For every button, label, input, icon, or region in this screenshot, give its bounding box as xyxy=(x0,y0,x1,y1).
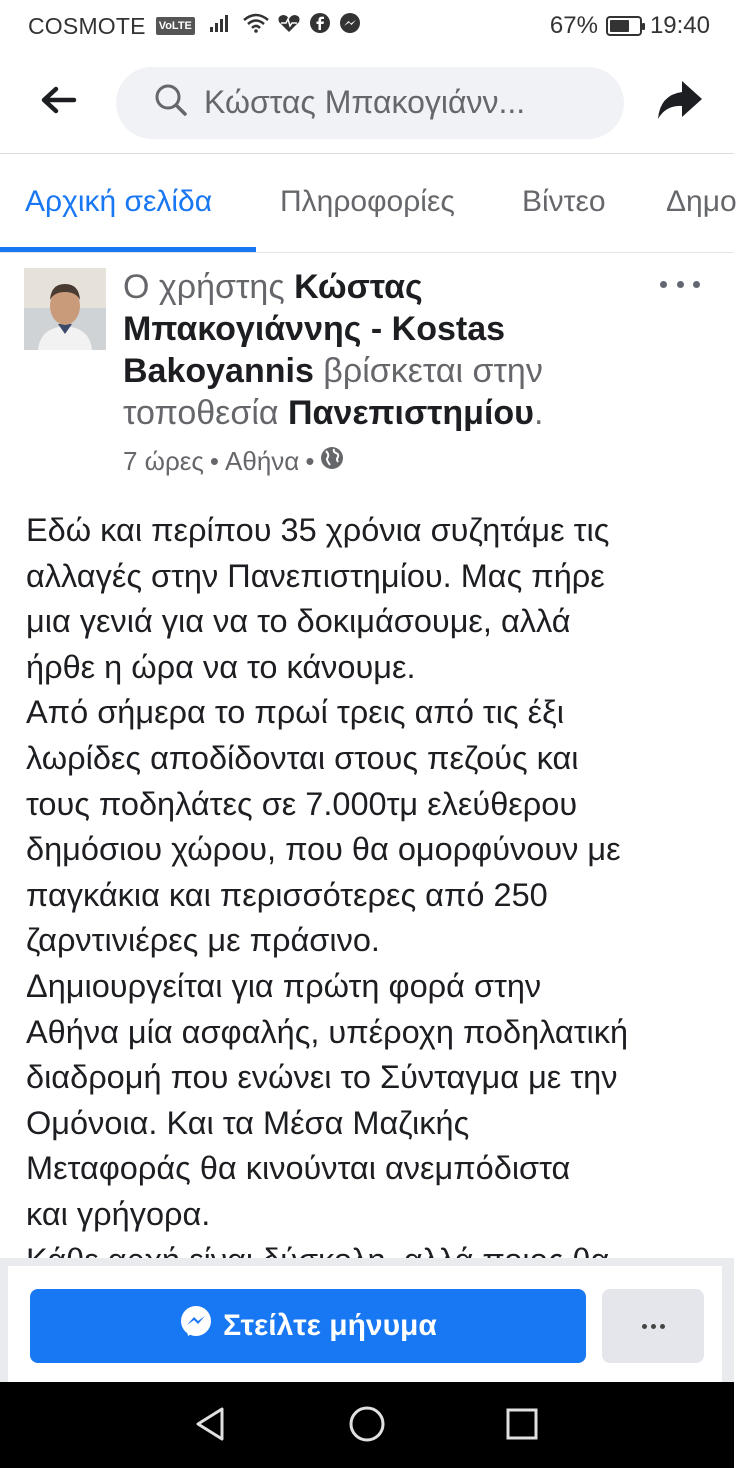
share-icon xyxy=(656,79,704,126)
more-actions-button[interactable] xyxy=(602,1289,704,1363)
meta-separator: • xyxy=(305,446,315,476)
nav-recents-button[interactable] xyxy=(500,1404,544,1448)
more-icon-dot xyxy=(660,1324,665,1329)
search-input[interactable] xyxy=(116,67,624,139)
battery-percent: 67% xyxy=(549,12,598,39)
tab-videos[interactable]: Βίντεο xyxy=(522,185,606,218)
header-suffix: . xyxy=(533,394,544,432)
action-bar-inner xyxy=(8,1266,722,1382)
page-tabs xyxy=(0,155,737,253)
battery-level xyxy=(610,20,629,32)
search-query: Κώστας Μπακογιάνν... xyxy=(204,84,526,120)
post-body: Εδώ και περίπου 35 χρόνια συζητάμε τις αλλαγές στην Πανεπιστημίου. Μας πήρε μια γενιά για να το δοκιμάσουμε, αλλά ήρθε η ώρα να το κάνουμε. Από σήμερα το πρωί τρεις από τις έξι λωρίδες αποδίδονται στους πεζούς και τους ποδηλάτες σε 7.000τμ ελεύθερου δημόσιου χώρου, που θα ομορφύνουν με παγκάκια και περισσότερες από 250 ζαρντινιέρες με πράσινο. Δημιουργείται για πρώτη φορά στην Αθήνα μία ασφαλής, υπέροχη ποδηλατική διαδρομή που ενώνει το Σύνταγμα με την Ομόνοια. Και τα Μέσα Μαζικής Μεταφοράς θα κινούνται ανεμπόδιστα και γρήγορα. xyxy=(26,512,629,1232)
location-name[interactable]: Πανεπιστημίου xyxy=(287,394,534,432)
clock: 19:40 xyxy=(649,12,710,39)
send-message-button[interactable] xyxy=(30,1289,586,1363)
post-header xyxy=(123,266,643,434)
profile-photo xyxy=(24,268,106,350)
author-name[interactable]: Κώστας Μπακογιάννης - Kostas Bakoyannis xyxy=(123,268,506,390)
battery-icon xyxy=(606,16,642,36)
volte-badge: VoLTE xyxy=(156,17,195,35)
nav-back-button[interactable] xyxy=(188,1404,232,1448)
top-header xyxy=(0,52,734,154)
tab-community[interactable]: Δημο xyxy=(666,185,737,218)
nav-back-icon xyxy=(194,1406,226,1447)
more-icon-dot xyxy=(660,281,667,288)
action-bar xyxy=(0,1258,734,1382)
post-meta xyxy=(123,446,344,477)
post-more-button[interactable] xyxy=(660,270,700,298)
wifi-icon xyxy=(243,12,269,40)
back-button[interactable] xyxy=(36,81,80,125)
more-icon-dot xyxy=(642,1324,647,1329)
more-icon-dot xyxy=(693,281,700,288)
header-middle: βρίσκεται στην τοποθεσία xyxy=(123,352,543,432)
share-button[interactable] xyxy=(654,77,706,129)
avatar[interactable] xyxy=(24,268,106,350)
nav-home-icon xyxy=(348,1405,386,1448)
carrier-name: COSMOTE xyxy=(28,12,146,39)
meta-separator: • xyxy=(209,446,220,476)
header-prefix: Ο χρήστης xyxy=(123,268,295,306)
active-tab-indicator xyxy=(0,247,256,252)
search-icon xyxy=(154,83,188,122)
facebook-icon xyxy=(309,12,331,41)
tab-home[interactable]: Αρχική σελίδα xyxy=(25,185,213,218)
more-icon-dot xyxy=(677,281,684,288)
nav-home-button[interactable] xyxy=(345,1404,389,1448)
nav-recents-icon xyxy=(505,1407,539,1446)
system-nav-bar xyxy=(0,1382,734,1468)
post-time[interactable]: 7 ώρες xyxy=(123,446,204,476)
messenger-status-icon xyxy=(339,12,361,41)
more-icon-dot xyxy=(651,1324,656,1329)
globe-icon xyxy=(320,446,344,477)
post-place: Αθήνα xyxy=(225,446,300,476)
back-arrow-icon xyxy=(40,85,76,120)
send-message-label: Στείλτε μήνυμα xyxy=(223,1309,437,1342)
tab-about[interactable]: Πληροφορίες xyxy=(280,185,455,218)
signal-icon xyxy=(209,12,235,40)
messenger-icon xyxy=(179,1305,213,1347)
status-bar xyxy=(0,0,734,52)
health-icon xyxy=(277,12,301,40)
